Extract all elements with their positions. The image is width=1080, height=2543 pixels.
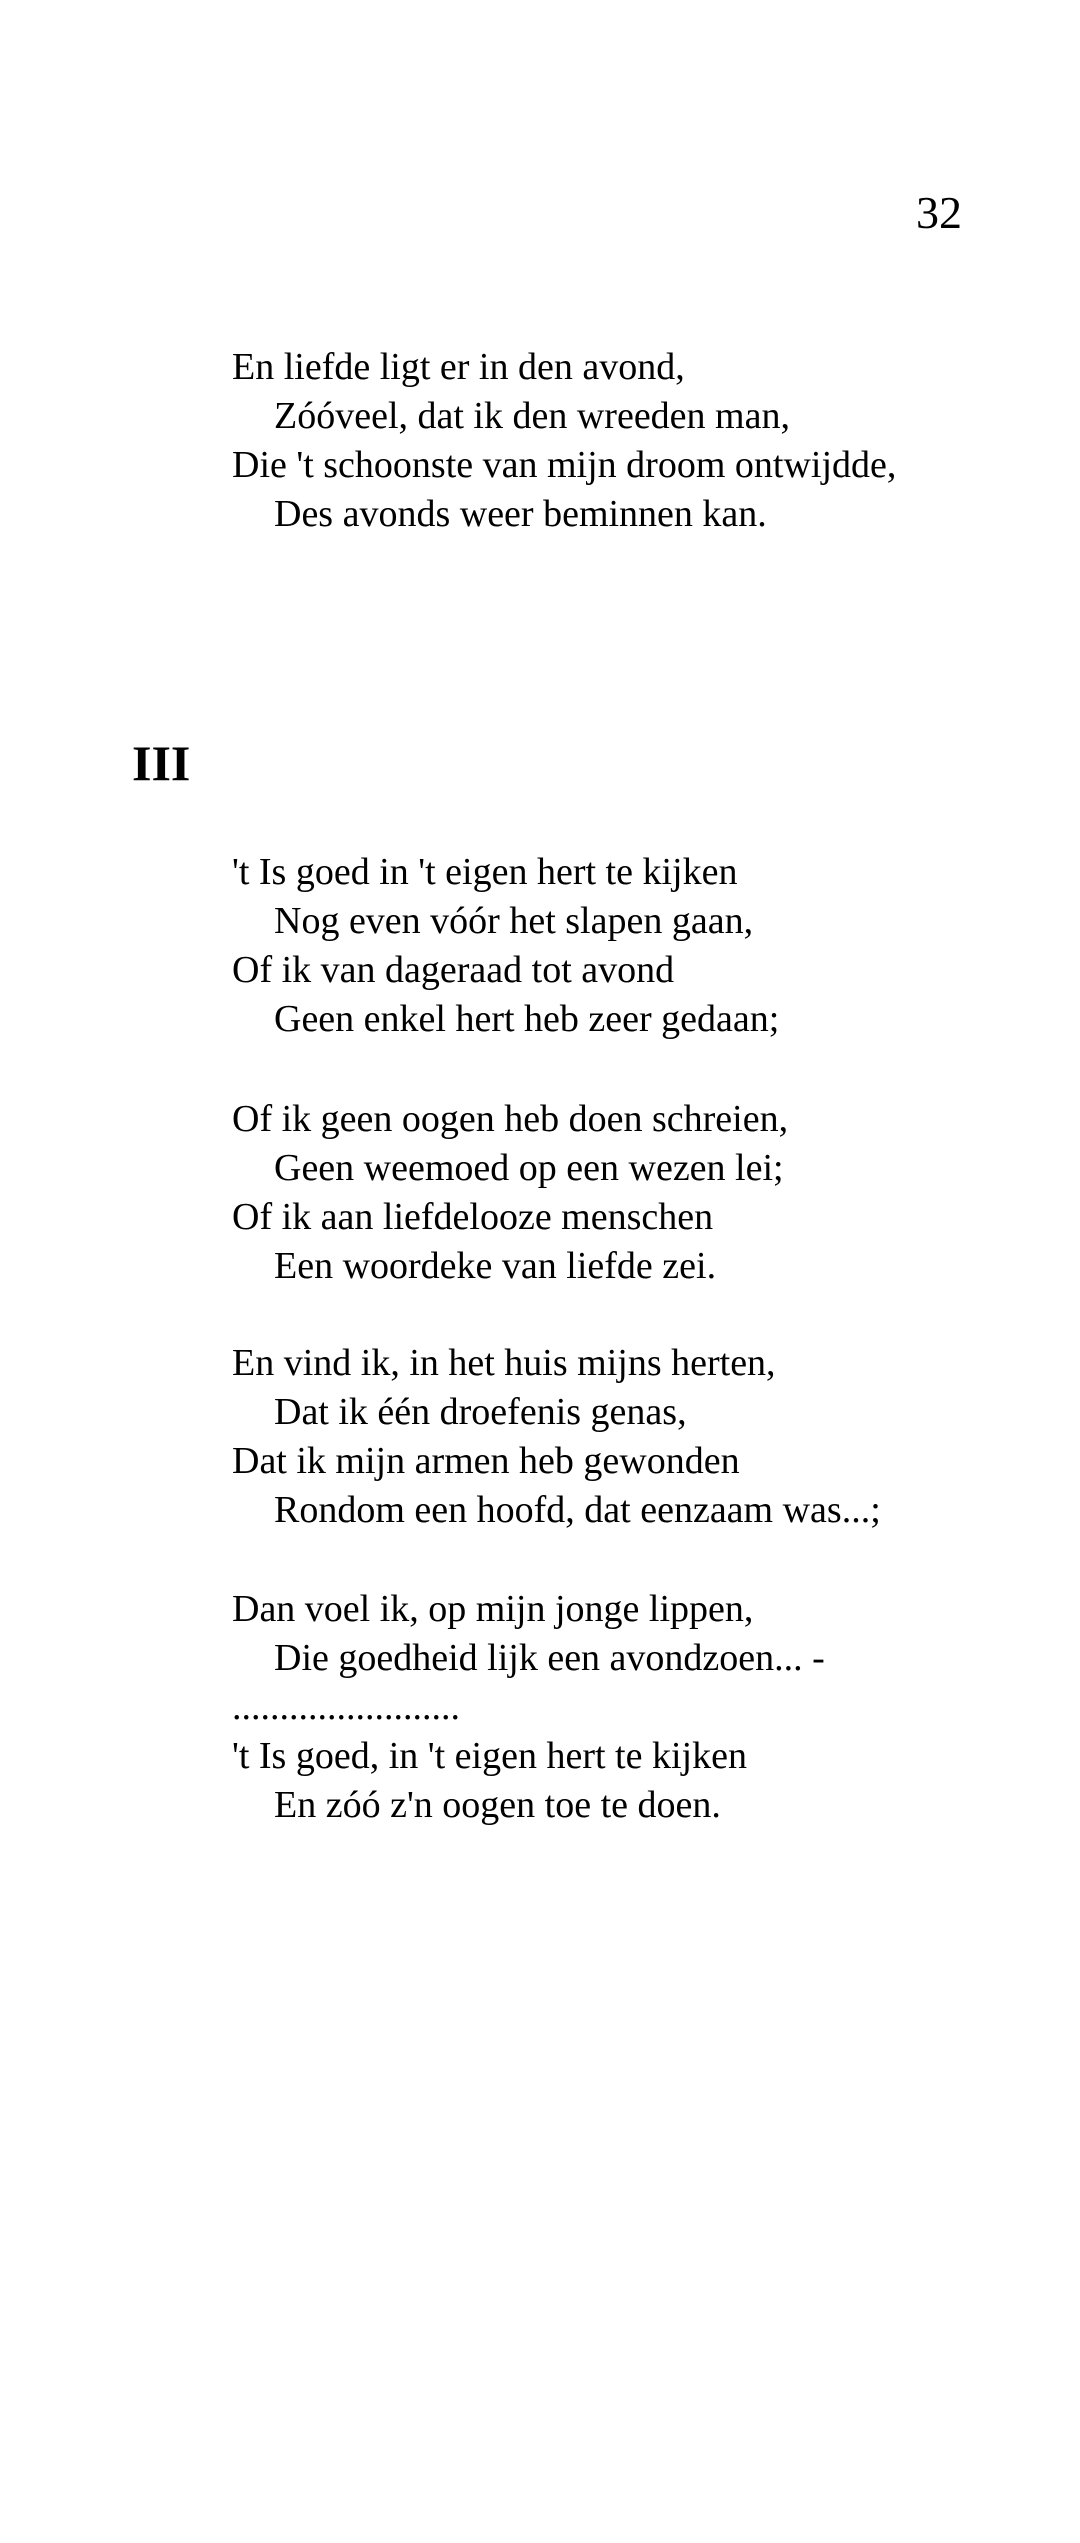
verse-line: Dan voel ik, op mijn jonge lippen, [232,1588,754,1630]
verse-line: Of ik geen oogen heb doen schreien, [232,1098,789,1140]
section-heading: III [132,735,191,791]
stanza-4 [232,1585,825,1830]
verse-line: En liefde ligt er in den avond, [232,346,685,388]
verse-line: Of ik van dageraad tot avond [232,949,675,991]
verse-line: Zóóveel, dat ik den wreeden man, [274,395,790,437]
verse-line: Geen enkel hert heb zeer gedaan; [274,998,780,1040]
verse-line: Rondom een hoofd, dat eenzaam was...; [274,1489,881,1531]
verse-line: 't Is goed in 't eigen hert te kijken [232,851,738,893]
verse-line: Die goedheid lijk een avondzoen... - [274,1637,825,1679]
verse-line: En zóó z'n oogen toe te doen. [274,1784,721,1826]
verse-line: 't Is goed, in 't eigen hert te kijken [232,1735,747,1777]
stanza-3 [232,1339,881,1535]
verse-line: Of ik aan liefdelooze menschen [232,1196,714,1238]
verse-line: Dat ik één droefenis genas, [274,1391,687,1433]
stanza-continued [232,343,896,539]
verse-line: Nog even vóór het slapen gaan, [274,900,754,942]
verse-line: Dat ik mijn armen heb gewonden [232,1440,740,1482]
verse-line: Geen weemoed op een wezen lei; [274,1147,784,1189]
ellipsis-divider: ........................ [232,1686,460,1728]
stanza-1 [232,848,779,1044]
stanza-2 [232,1095,788,1291]
verse-line: Die 't schoonste van mijn droom ontwijdde, [232,444,897,486]
verse-line: Een woordeke van liefde zei. [274,1245,717,1287]
verse-line: En vind ik, in het huis mijns herten, [232,1342,776,1384]
verse-line: Des avonds weer beminnen kan. [274,493,767,535]
page-number: 32 [916,187,962,238]
